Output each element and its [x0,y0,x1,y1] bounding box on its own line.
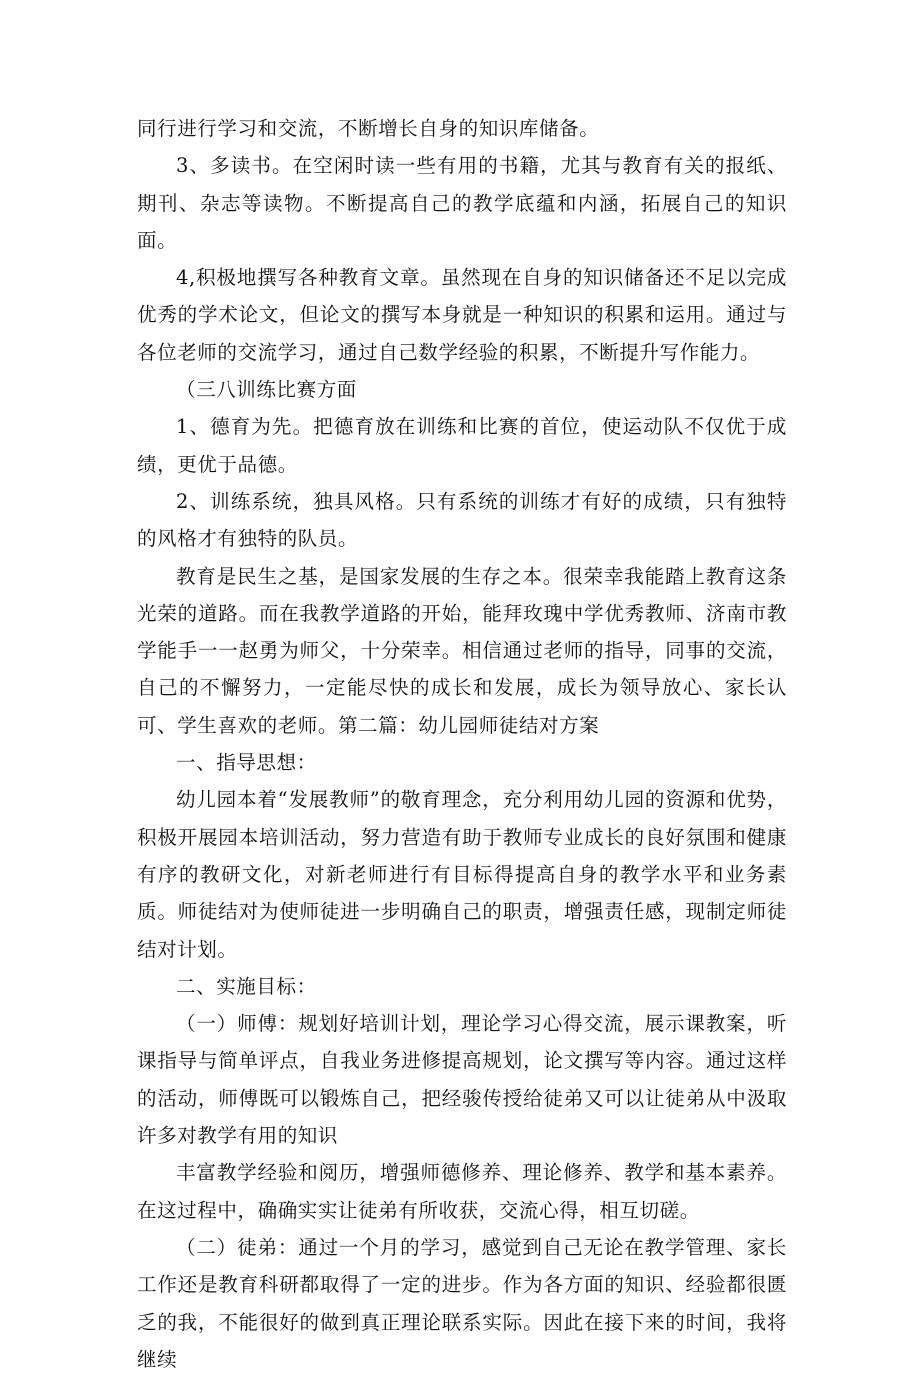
body-paragraph: 2、训练系统，独具风格。只有系统的训练才有好的成绩，只有独特的风格才有独特的队员。 [137,489,787,551]
body-paragraph: （二）徒弟：通过一个月的学习，感觉到自己无论在教学管理、家长工作还是教育科研都取得了一定的进步。作为各方面的知识、经验都很匮乏的我，不能很好的做到真正理论联系实际。因此在接下来的时间，我将继续 [137,1235,787,1371]
body-paragraph: （三八训练比赛方面 [176,378,357,402]
body-paragraph: 同行进行学习和交流，不断增长自身的知识库储备。 [137,117,600,140]
body-paragraph: 幼儿园本着“发展教师”的敬育理念，充分利用幼儿园的资源和优势，积极开展园本培训活动，努力营造有助于教师专业成长的良好氛围和健康有序的教研文化，对新老师进行有目标得提高自身的教学水平和业务素质。师徒结对为使师徒进一步明确自己的职责，增强责任感，现制定师徒结对计划。 [137,788,787,961]
body-paragraph: 一、指导思想： [176,751,317,775]
body-paragraph: 教育是民生之基，是国家发展的生存之本。很荣幸我能踏上教育这条光荣的道路。而在我教学道路的开始，能拜玫瑰中学优秀教师、济南市教学能手一一赵勇为师父，十分荣幸。相信通过老师的指导，同事的交流，自己的不懈努力，一定能尽快的成长和发展，成长为领导放心、家长认可、学生喜欢的老师。第二篇：幼儿园师徒结对方案 [137,564,787,737]
body-paragraph: 1、德育为先。把德育放在训练和比赛的首位，使运动队不仅优于成绩，更优于品德。 [137,415,787,476]
body-paragraph: 二、实施目标： [176,974,317,998]
body-paragraph: 4,积极地撰写各种教育文章。虽然现在自身的知识储备还不足以完成优秀的学术论文，但论文的撰写本身就是一种知识的积累和运用。通过与各位老师的交流学习，通过自己数学经验的积累，不断提升写作能力。 [137,266,787,364]
body-paragraph: （一）师傅：规划好培训计划，理论学习心得交流，展示课教案，听课指导与简单评点，自我业务进修提高规划，论文撰写等内容。通过这样的活动，师傅既可以锻炼自己，把经骏传授给徒弟又可以让徒弟从中汲取许多对教学有用的知识 [137,1012,787,1148]
body-paragraph: 丰富教学经验和阅历，增强师德修养、理论修养、教学和基本素养。在这过程中，确确实实让徒弟有所收获，交流心得，相互切磋。 [137,1161,787,1222]
document-body [137,110,787,1378]
body-paragraph: 3、多读书。在空闲时读一些有用的书籍，尤其与教育有关的报纸、期刊、杂志等读物。不断提高自己的教学底蕴和内涵，拓展自己的知识面。 [137,154,787,252]
